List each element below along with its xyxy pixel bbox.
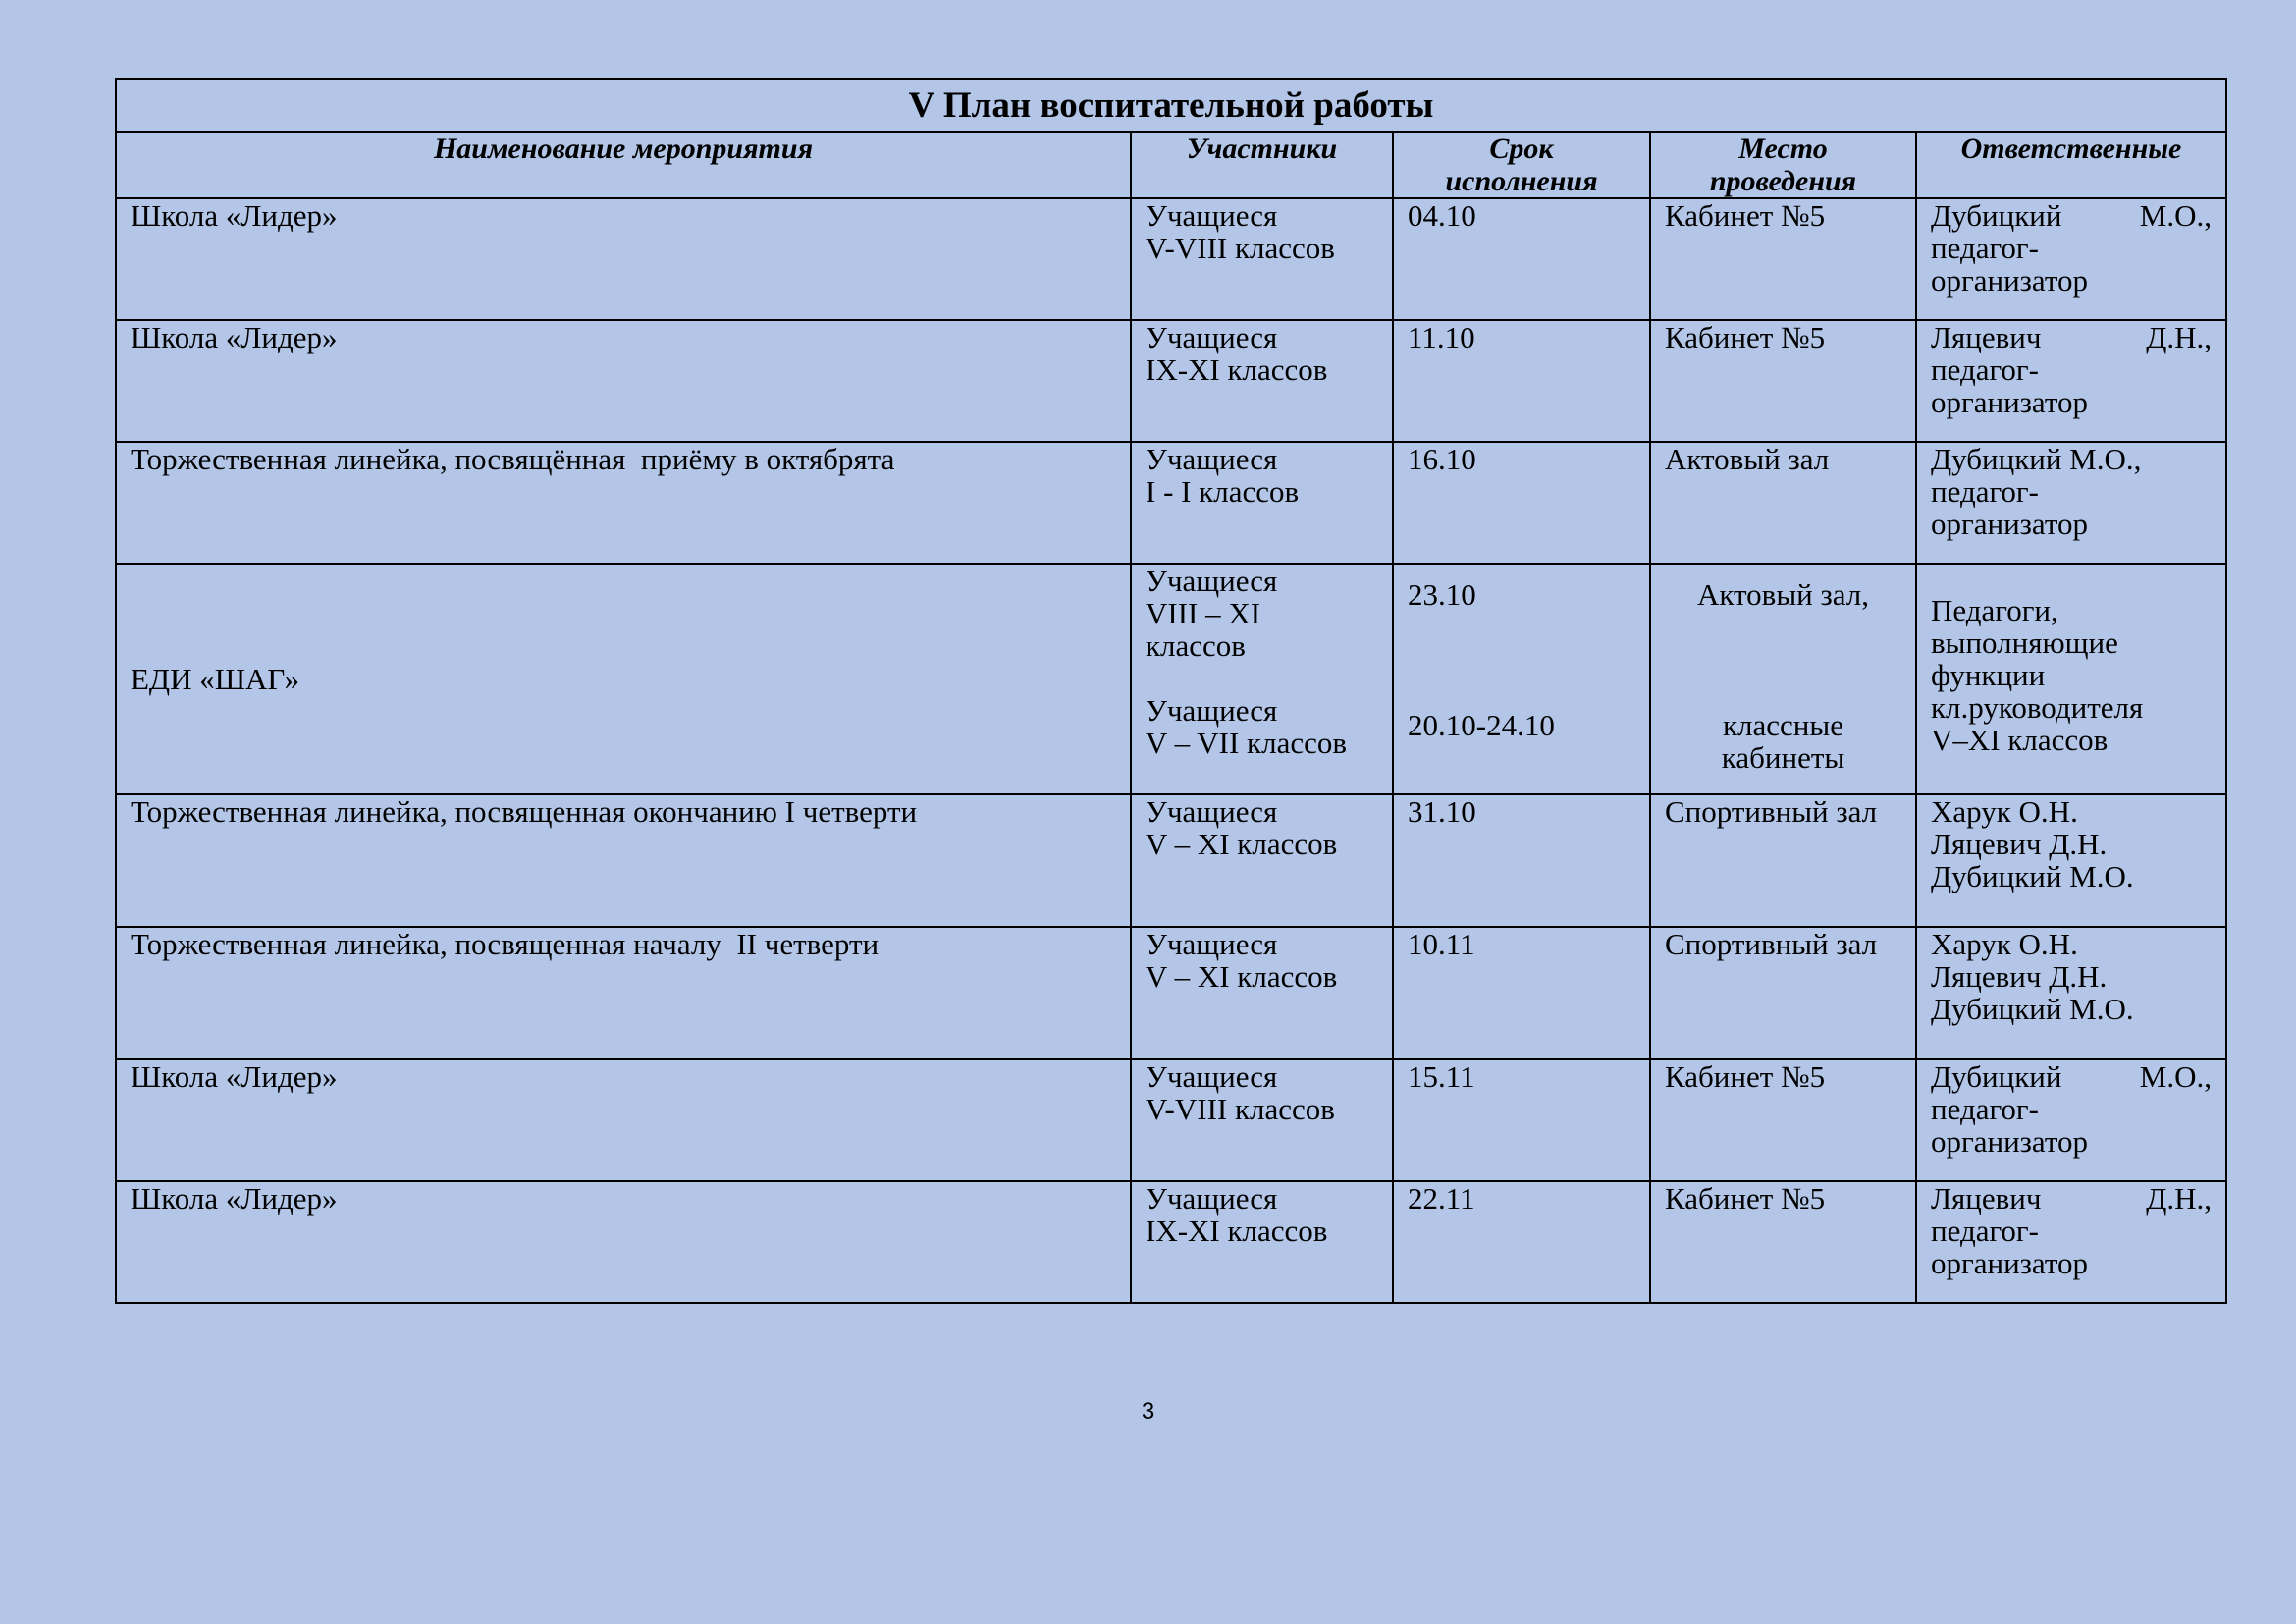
date-cell: 15.11 xyxy=(1393,1059,1650,1181)
event-cell: ЕДИ «ШАГ» xyxy=(116,564,1131,794)
event-cell: Школа «Лидер» xyxy=(116,198,1131,320)
event-cell: Школа «Лидер» xyxy=(116,1181,1131,1303)
date-cell: 22.11 xyxy=(1393,1181,1650,1303)
place-cell: Кабинет №5 xyxy=(1650,1059,1916,1181)
event-cell: Торжественная линейка, посвящённая приёму в октябрята xyxy=(116,442,1131,564)
place-cell: Актовый зал xyxy=(1650,442,1916,564)
responsible-cell: Ляцевич Д.Н., педагог- организатор xyxy=(1916,1181,2226,1303)
table-row xyxy=(116,1181,2226,1303)
participants-cell: Учащиеся I - I классов xyxy=(1131,442,1393,564)
header-row xyxy=(116,132,2226,198)
header-place: Место проведения xyxy=(1650,132,1916,198)
table-row xyxy=(116,1059,2226,1181)
responsible-cell: Дубицкий М.О., педагог- организатор xyxy=(1916,1059,2226,1181)
participants-cell: Учащиеся V-VIII классов xyxy=(1131,1059,1393,1181)
responsible-cell: Педагоги, выполняющие функции кл.руководителя V–XI классов xyxy=(1916,564,2226,794)
participants-cell: Учащиеся V – XI классов xyxy=(1131,794,1393,927)
place-cell: Актовый зал, классные кабинеты xyxy=(1650,564,1916,794)
place-cell: Кабинет №5 xyxy=(1650,198,1916,320)
table-row xyxy=(116,927,2226,1059)
responsible-cell: Харук О.Н. Ляцевич Д.Н. Дубицкий М.О. xyxy=(1916,927,2226,1059)
plan-table xyxy=(115,78,2227,1304)
place-cell: Кабинет №5 xyxy=(1650,1181,1916,1303)
participants-cell: Учащиеся IX-XI классов xyxy=(1131,320,1393,442)
participants-cell: Учащиеся V-VIII классов xyxy=(1131,198,1393,320)
place-cell: Спортивный зал xyxy=(1650,927,1916,1059)
responsible-cell: Ляцевич Д.Н., педагог- организатор xyxy=(1916,320,2226,442)
date-cell: 23.10 20.10-24.10 xyxy=(1393,564,1650,794)
title-row xyxy=(116,79,2226,132)
responsible-cell: Харук О.Н. Ляцевич Д.Н. Дубицкий М.О. xyxy=(1916,794,2226,927)
date-cell: 04.10 xyxy=(1393,198,1650,320)
page-number: 3 xyxy=(1141,1398,1155,1425)
table-row xyxy=(116,564,2226,794)
participants-cell: Учащиеся V – XI классов xyxy=(1131,927,1393,1059)
table-row xyxy=(116,198,2226,320)
table-row xyxy=(116,794,2226,927)
responsible-cell: Дубицкий М.О., педагог- организатор xyxy=(1916,198,2226,320)
table-row xyxy=(116,442,2226,564)
event-cell: Торжественная линейка, посвященная окончанию I четверти xyxy=(116,794,1131,927)
table-title: V План воспитательной работы xyxy=(116,79,2226,132)
date-cell: 31.10 xyxy=(1393,794,1650,927)
table-row xyxy=(116,320,2226,442)
participants-cell: Учащиеся VIII – XI классов Учащиеся V – VII классов xyxy=(1131,564,1393,794)
place-cell: Кабинет №5 xyxy=(1650,320,1916,442)
event-cell: Школа «Лидер» xyxy=(116,1059,1131,1181)
event-cell: Торжественная линейка, посвященная началу II четверти xyxy=(116,927,1131,1059)
header-responsible: Ответственные xyxy=(1916,132,2226,198)
event-cell: Школа «Лидер» xyxy=(116,320,1131,442)
date-cell: 16.10 xyxy=(1393,442,1650,564)
place-cell: Спортивный зал xyxy=(1650,794,1916,927)
header-event: Наименование мероприятия xyxy=(116,132,1131,198)
header-participants: Участники xyxy=(1131,132,1393,198)
participants-cell: Учащиеся IX-XI классов xyxy=(1131,1181,1393,1303)
responsible-cell: Дубицкий М.О., педагог- организатор xyxy=(1916,442,2226,564)
date-cell: 11.10 xyxy=(1393,320,1650,442)
date-cell: 10.11 xyxy=(1393,927,1650,1059)
header-deadline: Срок исполнения xyxy=(1393,132,1650,198)
